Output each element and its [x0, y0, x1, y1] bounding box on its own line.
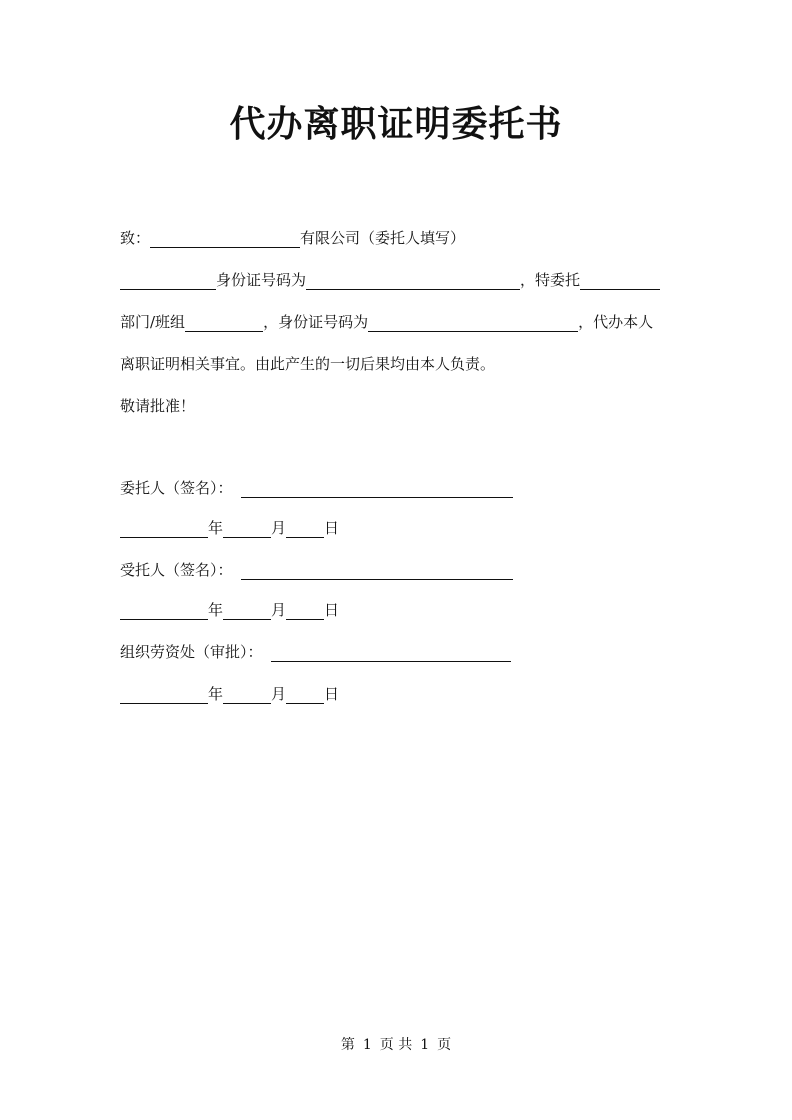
agent-date-line — [120, 598, 339, 620]
agent-id-label: ，身份证号码为 — [263, 313, 369, 331]
day-label: 日 — [324, 685, 340, 703]
year-label: 年 — [208, 601, 224, 619]
month-label: 月 — [271, 685, 287, 703]
agent-signature-blank[interactable] — [241, 562, 513, 580]
principal-id-blank[interactable] — [306, 272, 520, 290]
principal-name-blank[interactable] — [120, 272, 216, 290]
agent-name-blank[interactable] — [580, 272, 660, 290]
approval-date-line — [120, 682, 339, 704]
id-label: 身份证号码为 — [216, 271, 307, 289]
principal-signature-label: 委托人（签名）： — [120, 479, 233, 497]
approval-day-blank[interactable] — [286, 686, 324, 704]
dept-label: 部门/班组 — [120, 313, 186, 331]
agent-signature-label: 受托人（签名）： — [120, 561, 233, 579]
approval-label: 组织劳资处（审批）： — [120, 643, 263, 661]
request-line — [120, 394, 195, 416]
principal-signature-line — [120, 476, 513, 498]
agent-id-blank[interactable] — [368, 314, 578, 332]
page-number: 1 — [362, 1037, 372, 1053]
company-blank[interactable] — [150, 230, 300, 248]
agent-signature-line — [120, 558, 513, 580]
agent-id-line — [120, 310, 653, 332]
dept-blank[interactable] — [185, 314, 263, 332]
agent-day-blank[interactable] — [286, 602, 324, 620]
approval-year-blank[interactable] — [120, 686, 208, 704]
to-suffix: 有限公司（委托人填写） — [300, 229, 466, 247]
month-label: 月 — [271, 519, 287, 537]
page-suffix: 页 — [437, 1037, 452, 1053]
principal-day-blank[interactable] — [286, 520, 324, 538]
page-total: 1 — [420, 1037, 430, 1053]
day-label: 日 — [324, 601, 340, 619]
addressee-line — [120, 226, 465, 248]
approval-blank[interactable] — [271, 644, 511, 662]
principal-year-blank[interactable] — [120, 520, 208, 538]
document-title: 代办离职证明委托书 — [229, 103, 563, 145]
principal-month-blank[interactable] — [223, 520, 271, 538]
year-label: 年 — [208, 519, 224, 537]
approval-month-blank[interactable] — [223, 686, 271, 704]
request-text: 敬请批准！ — [120, 397, 196, 415]
approval-line — [120, 640, 511, 662]
page-prefix: 第 — [340, 1037, 355, 1053]
entrust-label: ，特委托 — [520, 271, 581, 289]
matter-line — [120, 352, 495, 374]
day-label: 日 — [324, 519, 340, 537]
on-behalf-label: ，代办本人 — [578, 313, 654, 331]
to-prefix: 致： — [120, 229, 151, 247]
principal-id-line — [120, 268, 660, 290]
month-label: 月 — [271, 601, 287, 619]
principal-signature-blank[interactable] — [241, 480, 513, 498]
page-mid: 页 共 — [379, 1037, 413, 1053]
year-label: 年 — [208, 685, 224, 703]
page-footer — [0, 1034, 792, 1054]
agent-year-blank[interactable] — [120, 602, 208, 620]
matter-text: 离职证明相关事宜。由此产生的一切后果均由本人负责。 — [120, 355, 496, 373]
principal-date-line — [120, 516, 339, 538]
agent-month-blank[interactable] — [223, 602, 271, 620]
